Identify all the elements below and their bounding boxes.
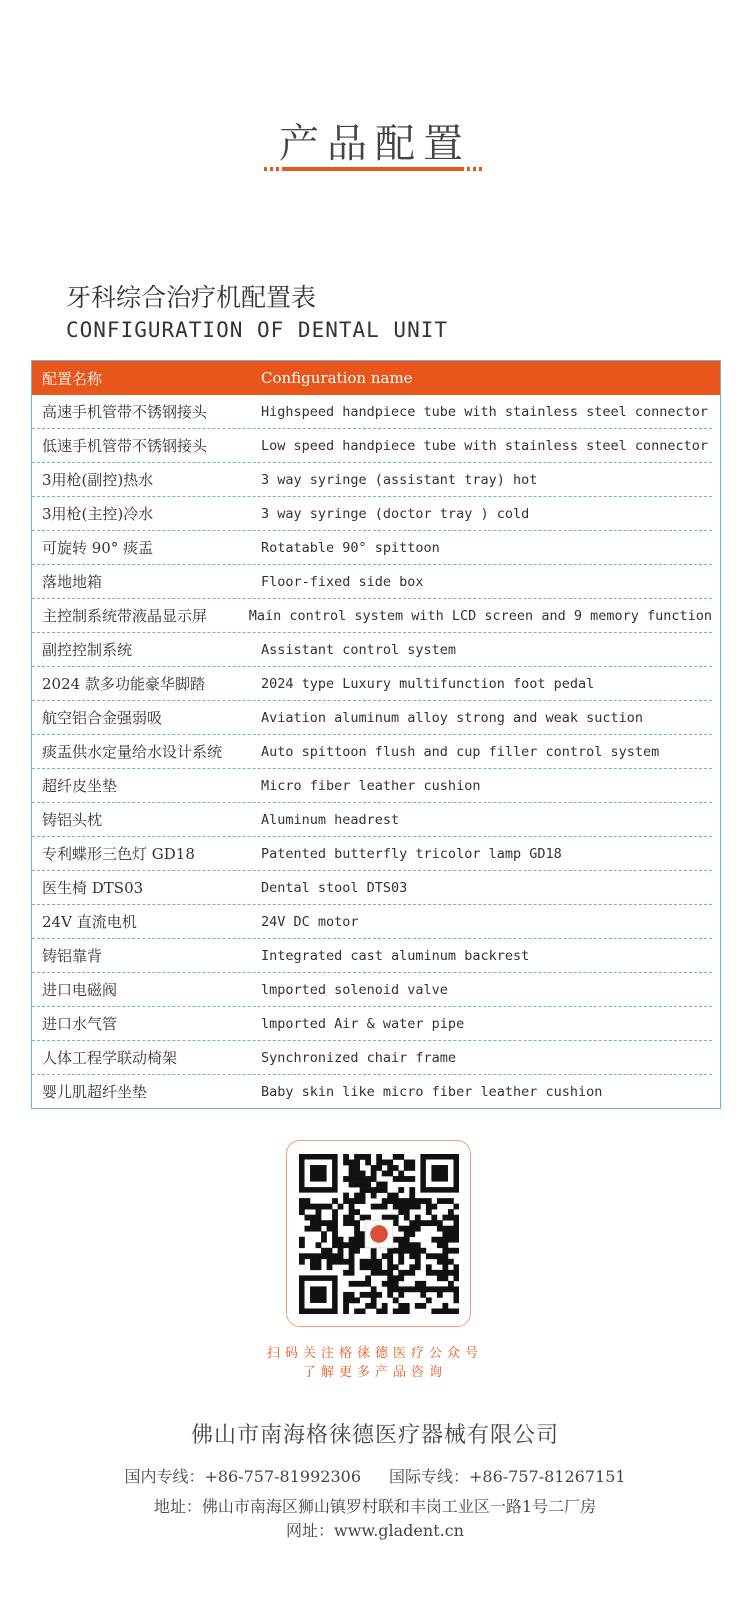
table-row — [32, 1007, 712, 1041]
row-name-cn: 24V 直流电机 — [42, 913, 137, 931]
table-row — [32, 531, 712, 565]
row-name-cn: 医生椅 DTS03 — [42, 879, 144, 897]
phone-line — [0, 1464, 750, 1487]
row-name-cn: 专利蝶形三色灯 GD18 — [42, 845, 195, 863]
address: 地址：佛山市南海区狮山镇罗村联和丰岗工业区一路1号二厂房 — [153, 1497, 597, 1516]
row-name-cn: 低速手机管带不锈钢接头 — [42, 437, 208, 455]
row-name-cn: 可旋转 90° 痰盂 — [42, 539, 154, 557]
row-name-cn: 副控控制系统 — [42, 641, 133, 659]
table-row — [32, 973, 712, 1007]
table-row — [32, 803, 712, 837]
qr-caption-line2: 了解更多产品咨询 — [302, 1365, 447, 1380]
table-row — [32, 429, 712, 463]
row-name-en: Aluminum headrest — [261, 811, 400, 828]
table-row — [32, 1075, 712, 1108]
table-row — [32, 769, 712, 803]
row-name-en: Micro fiber leather cushion — [261, 777, 481, 794]
row-name-en: Synchronized chair frame — [261, 1049, 457, 1066]
row-name-en: 24V DC motor — [261, 913, 359, 930]
header-en: Configuration name — [261, 369, 413, 387]
row-name-en: Floor-fixed side box — [261, 573, 424, 590]
table-row — [32, 667, 712, 701]
header-cn: 配置名称 — [42, 369, 103, 388]
title-underline — [264, 167, 482, 171]
row-name-cn: 超纤皮坐垫 — [42, 777, 118, 795]
table-row — [32, 837, 712, 871]
row-name-cn: 进口电磁阀 — [42, 981, 118, 999]
row-name-en: Dental stool DTS03 — [261, 879, 408, 896]
qr-frame — [286, 1140, 471, 1327]
row-name-en: 3 way syringe (assistant tray) hot — [261, 471, 538, 488]
table-row — [32, 599, 712, 633]
row-name-en: 2024 type Luxury multifunction foot pedal — [261, 675, 595, 692]
row-name-cn: 铸铝靠背 — [42, 947, 103, 965]
page-title: 产品配置 — [279, 121, 471, 167]
table-row — [32, 395, 712, 429]
row-name-en: Patented butterfly tricolor lamp GD18 — [261, 845, 562, 862]
section-title-en: CONFIGURATION OF DENTAL UNIT — [66, 318, 449, 342]
table-row — [32, 1041, 712, 1075]
table-row — [32, 565, 712, 599]
row-name-en: 3 way syringe (doctor tray ) cold — [261, 505, 530, 522]
qr-caption-line1: 扫码关注格徕德医疗公众号 — [266, 1346, 483, 1361]
table-row — [32, 633, 712, 667]
table-row — [32, 905, 712, 939]
row-name-cn: 航空铝合金强弱吸 — [42, 709, 163, 727]
row-name-cn: 高速手机管带不锈钢接头 — [42, 403, 208, 421]
row-name-cn: 3用枪(主控)冷水 — [42, 505, 154, 523]
table-row — [32, 701, 712, 735]
row-name-cn: 主控制系统带液晶显示屏 — [42, 607, 208, 625]
page-title-wrap — [0, 112, 750, 169]
row-name-en: Highspeed handpiece tube with stainless steel connector — [261, 403, 709, 420]
table-header — [32, 361, 720, 395]
row-name-cn: 落地地箱 — [42, 573, 103, 591]
row-name-cn: 2024 款多功能豪华脚踏 — [42, 675, 205, 693]
row-name-en: lmported solenoid valve — [261, 981, 448, 998]
row-name-en: Integrated cast aluminum backrest — [261, 947, 530, 964]
qr-code-icon — [299, 1154, 459, 1314]
configuration-table — [31, 360, 721, 1109]
row-name-cn: 婴儿肌超纤坐垫 — [42, 1083, 148, 1101]
company-name: 佛山市南海格徕德医疗器械有限公司 — [190, 1423, 559, 1448]
row-name-en: Auto spittoon flush and cup filler control system — [261, 743, 660, 760]
row-name-cn: 3用枪(副控)热水 — [42, 471, 154, 489]
domestic-phone: 国内专线：+86-757-81992306 — [124, 1467, 361, 1486]
website-link[interactable]: 网址：www.gladent.cn — [286, 1521, 464, 1540]
table-row — [32, 497, 712, 531]
table-body — [32, 395, 720, 1108]
row-name-en: Main control system with LCD screen and 9 memory function — [248, 607, 712, 624]
row-name-cn: 进口水气管 — [42, 1015, 118, 1033]
section-title-cn: 牙科综合治疗机配置表 — [66, 283, 317, 312]
table-row — [32, 871, 712, 905]
table-row — [32, 463, 712, 497]
row-name-en: Low speed handpiece tube with stainless steel connector — [261, 437, 709, 454]
row-name-en: Aviation aluminum alloy strong and weak suction — [261, 709, 644, 726]
row-name-cn: 铸铝头枕 — [42, 811, 103, 829]
table-row — [32, 939, 712, 973]
international-phone: 国际专线：+86-757-81267151 — [389, 1467, 626, 1486]
row-name-en: Baby skin like micro fiber leather cushion — [261, 1083, 603, 1100]
row-name-en: lmported Air & water pipe — [261, 1015, 465, 1032]
row-name-en: Assistant control system — [261, 641, 457, 658]
row-name-cn: 痰盂供水定量给水设计系统 — [42, 743, 223, 761]
table-row — [32, 735, 712, 769]
row-name-cn: 人体工程学联动椅架 — [42, 1049, 178, 1067]
row-name-en: Rotatable 90° spittoon — [261, 539, 440, 556]
